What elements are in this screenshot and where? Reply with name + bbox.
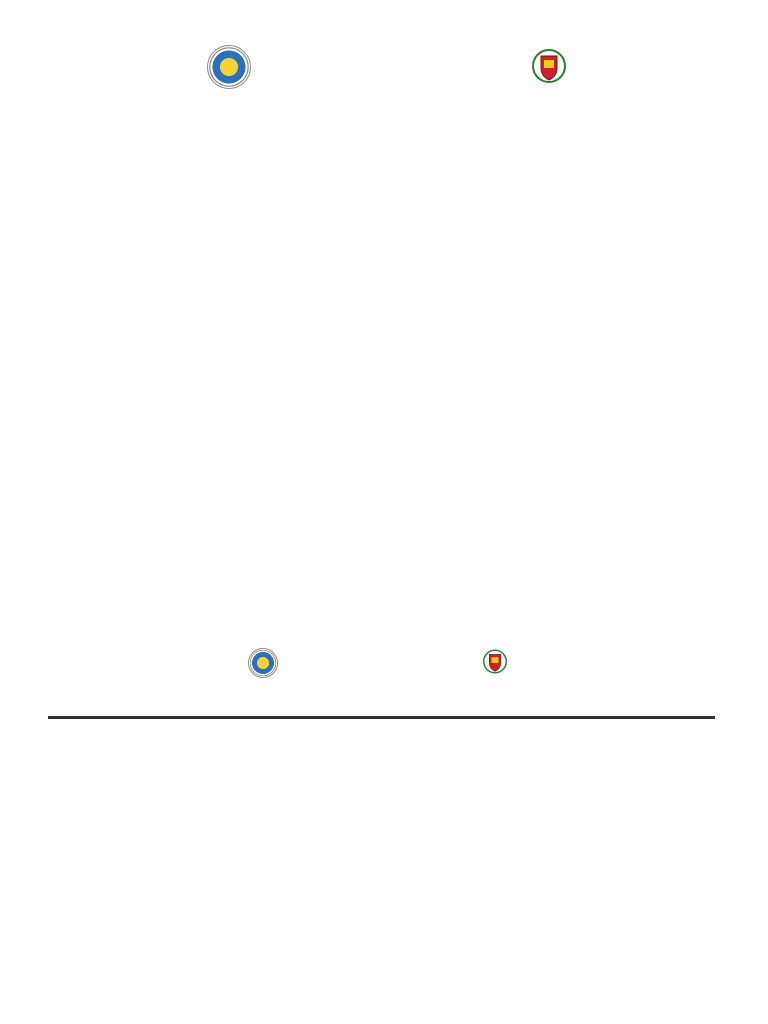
college-crest-right-2	[483, 646, 507, 677]
prerequisite-lines	[0, 0, 768, 490]
matrix-term	[49, 718, 715, 719]
curriculum-matrix-table	[48, 716, 715, 719]
ust-seal-left-2	[248, 648, 278, 678]
